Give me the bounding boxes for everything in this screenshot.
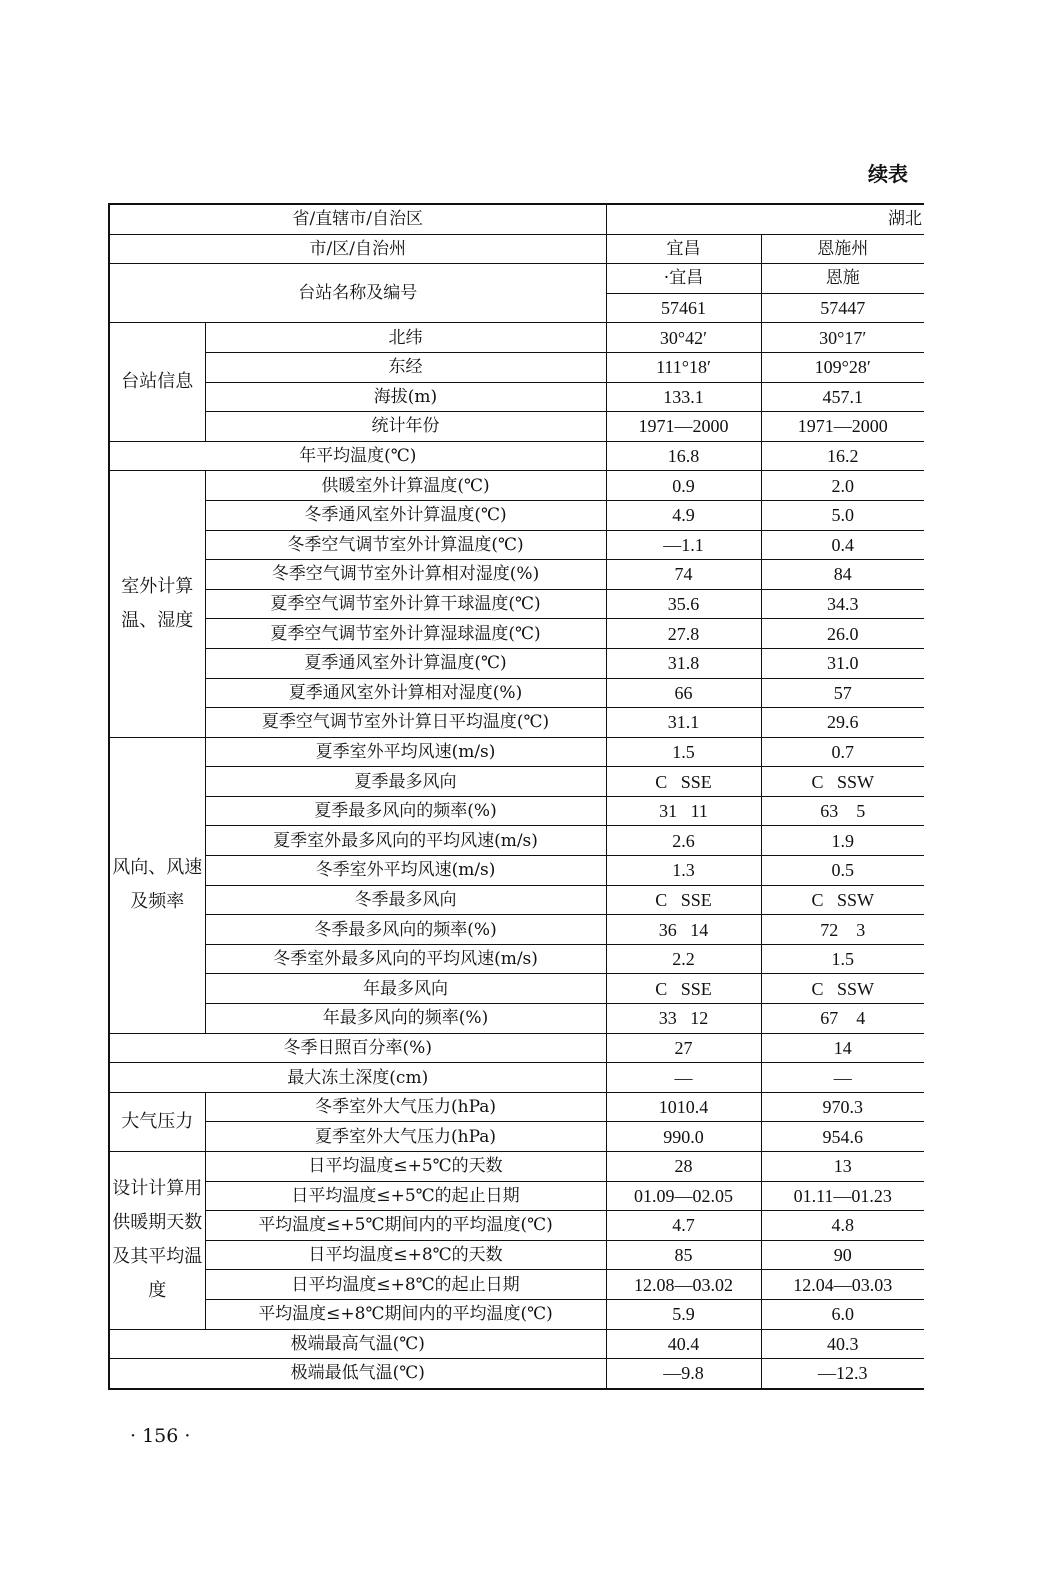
value-yichang: 2.2 bbox=[606, 944, 761, 974]
value-yichang: 1010.4 bbox=[606, 1092, 761, 1122]
value-yichang: 16.8 bbox=[606, 441, 761, 471]
value-yichang: C SSE bbox=[606, 885, 761, 915]
value-enshi: 457.1 bbox=[761, 382, 924, 412]
row-label: 年最多风向 bbox=[205, 974, 606, 1004]
row-label: 北纬 bbox=[205, 323, 606, 353]
row-label: 夏季空气调节室外计算湿球温度(℃) bbox=[205, 619, 606, 649]
value-enshi: 63 5 bbox=[761, 796, 924, 826]
value-enshi: C SSW bbox=[761, 767, 924, 797]
row-label: 东经 bbox=[205, 352, 606, 382]
winter-sunshine-row bbox=[109, 1033, 924, 1063]
province-value: 湖北 bbox=[606, 204, 924, 234]
value-enshi: 0.4 bbox=[761, 530, 924, 560]
value-yichang: 31.8 bbox=[606, 648, 761, 678]
value-enshi: 0.7 bbox=[761, 737, 924, 767]
value-yichang: C SSE bbox=[606, 767, 761, 797]
value-enshi: 16.2 bbox=[761, 441, 924, 471]
value-enshi: 29.6 bbox=[761, 708, 924, 738]
value-yichang: 2.6 bbox=[606, 826, 761, 856]
value-enshi: 57 bbox=[761, 678, 924, 708]
group-label-station_info: 台站信息 bbox=[109, 323, 205, 441]
station-id-2: 57447 bbox=[761, 293, 924, 323]
value-yichang: 01.09—02.05 bbox=[606, 1181, 761, 1211]
value-yichang: 1.3 bbox=[606, 856, 761, 886]
group-label-pressure: 大气压力 bbox=[109, 1092, 205, 1151]
value-yichang: 4.9 bbox=[606, 500, 761, 530]
value-enshi: 34.3 bbox=[761, 589, 924, 619]
value-yichang: 35.6 bbox=[606, 589, 761, 619]
value-enshi: 2.0 bbox=[761, 471, 924, 501]
wind-row bbox=[109, 826, 924, 856]
row-label: 日平均温度≤+5℃的起止日期 bbox=[205, 1181, 606, 1211]
city-label: 市/区/自治州 bbox=[109, 234, 606, 264]
row-label: 冬季空气调节室外计算相对湿度(%) bbox=[205, 560, 606, 590]
pressure-row bbox=[109, 1092, 924, 1122]
row-label: 冬季日照百分率(%) bbox=[109, 1033, 606, 1063]
outdoor-calc-row bbox=[109, 648, 924, 678]
value-yichang: 1.5 bbox=[606, 737, 761, 767]
row-label: 日平均温度≤+8℃的天数 bbox=[205, 1240, 606, 1270]
value-yichang: —9.8 bbox=[606, 1359, 761, 1389]
value-yichang: —1.1 bbox=[606, 530, 761, 560]
value-yichang: 85 bbox=[606, 1240, 761, 1270]
wind-row bbox=[109, 767, 924, 797]
value-enshi: 4.8 bbox=[761, 1211, 924, 1241]
row-label: 统计年份 bbox=[205, 412, 606, 442]
station-info-row bbox=[109, 323, 924, 353]
row-label: 夏季空气调节室外计算干球温度(℃) bbox=[205, 589, 606, 619]
row-label: 夏季最多风向 bbox=[205, 767, 606, 797]
value-enshi: 12.04—03.03 bbox=[761, 1270, 924, 1300]
row-label: 年平均温度(℃) bbox=[109, 441, 606, 471]
row-label: 冬季通风室外计算温度(℃) bbox=[205, 500, 606, 530]
wind-row bbox=[109, 915, 924, 945]
value-enshi: 31.0 bbox=[761, 648, 924, 678]
station-name-2: 恩施 bbox=[761, 264, 924, 294]
row-label: 供暖室外计算温度(℃) bbox=[205, 471, 606, 501]
outdoor-calc-row bbox=[109, 589, 924, 619]
value-enshi: 5.0 bbox=[761, 500, 924, 530]
value-enshi: 6.0 bbox=[761, 1299, 924, 1329]
row-label: 夏季室外最多风向的平均风速(m/s) bbox=[205, 826, 606, 856]
row-label: 平均温度≤+8℃期间内的平均温度(℃) bbox=[205, 1299, 606, 1329]
outdoor-calc-row bbox=[109, 678, 924, 708]
value-yichang: C SSE bbox=[606, 974, 761, 1004]
value-yichang: 4.7 bbox=[606, 1211, 761, 1241]
value-enshi: 109°28′ bbox=[761, 352, 924, 382]
page-number: · 156 · bbox=[130, 1425, 191, 1447]
row-label: 夏季室外大气压力(hPa) bbox=[205, 1122, 606, 1152]
row-label: 冬季室外平均风速(m/s) bbox=[205, 856, 606, 886]
value-enshi: 13 bbox=[761, 1152, 924, 1182]
row-label: 冬季空气调节室外计算温度(℃) bbox=[205, 530, 606, 560]
heating-row bbox=[109, 1299, 924, 1329]
frost-depth-row bbox=[109, 1063, 924, 1093]
station-id-1: 57461 bbox=[606, 293, 761, 323]
wind-row bbox=[109, 796, 924, 826]
row-label: 夏季通风室外计算相对湿度(%) bbox=[205, 678, 606, 708]
value-yichang: 36 14 bbox=[606, 915, 761, 945]
value-enshi: 1.9 bbox=[761, 826, 924, 856]
city-1: 宜昌 bbox=[606, 234, 761, 264]
value-enshi: — bbox=[761, 1063, 924, 1093]
station-info-row bbox=[109, 352, 924, 382]
wind-row bbox=[109, 885, 924, 915]
row-label: 夏季室外平均风速(m/s) bbox=[205, 737, 606, 767]
value-yichang: 74 bbox=[606, 560, 761, 590]
heating-row bbox=[109, 1270, 924, 1300]
value-enshi: 30°17′ bbox=[761, 323, 924, 353]
group-label-heating: 设计计算用供暖期天数及其平均温度 bbox=[109, 1152, 205, 1330]
row-label: 海拔(m) bbox=[205, 382, 606, 412]
value-yichang: 990.0 bbox=[606, 1122, 761, 1152]
row-label: 年最多风向的频率(%) bbox=[205, 1004, 606, 1034]
value-enshi: 1.5 bbox=[761, 944, 924, 974]
value-yichang: 27 bbox=[606, 1033, 761, 1063]
value-yichang: 27.8 bbox=[606, 619, 761, 649]
heating-row bbox=[109, 1240, 924, 1270]
station-info-row bbox=[109, 382, 924, 412]
heating-row bbox=[109, 1181, 924, 1211]
value-enshi: C SSW bbox=[761, 974, 924, 1004]
province-row bbox=[109, 204, 924, 234]
row-label: 日平均温度≤+5℃的天数 bbox=[205, 1152, 606, 1182]
value-yichang: 0.9 bbox=[606, 471, 761, 501]
extreme-min-row bbox=[109, 1359, 924, 1389]
row-label: 冬季最多风向的频率(%) bbox=[205, 915, 606, 945]
station-info-row bbox=[109, 412, 924, 442]
value-yichang: 31.1 bbox=[606, 708, 761, 738]
value-yichang: 66 bbox=[606, 678, 761, 708]
row-label: 夏季通风室外计算温度(℃) bbox=[205, 648, 606, 678]
value-enshi: 90 bbox=[761, 1240, 924, 1270]
value-yichang: 111°18′ bbox=[606, 352, 761, 382]
extreme-max-row bbox=[109, 1329, 924, 1359]
row-label: 极端最高气温(℃) bbox=[109, 1329, 606, 1359]
group-label-outdoor_calc: 室外计算温、湿度 bbox=[109, 471, 205, 737]
heating-row bbox=[109, 1211, 924, 1241]
group-label-wind: 风向、风速及频率 bbox=[109, 737, 205, 1033]
value-enshi: —12.3 bbox=[761, 1359, 924, 1389]
value-yichang: 28 bbox=[606, 1152, 761, 1182]
province-label: 省/直辖市/自治区 bbox=[109, 204, 606, 234]
wind-row bbox=[109, 856, 924, 886]
row-label: 夏季空气调节室外计算日平均温度(℃) bbox=[205, 708, 606, 738]
city-row bbox=[109, 234, 924, 264]
row-label: 极端最低气温(℃) bbox=[109, 1359, 606, 1389]
row-label: 冬季最多风向 bbox=[205, 885, 606, 915]
value-yichang: — bbox=[606, 1063, 761, 1093]
station-name-row bbox=[109, 264, 924, 294]
climate-table bbox=[108, 203, 924, 1390]
value-yichang: 31 11 bbox=[606, 796, 761, 826]
row-label: 夏季最多风向的频率(%) bbox=[205, 796, 606, 826]
value-enshi: 0.5 bbox=[761, 856, 924, 886]
value-enshi: 1971—2000 bbox=[761, 412, 924, 442]
row-label: 平均温度≤+5℃期间内的平均温度(℃) bbox=[205, 1211, 606, 1241]
outdoor-calc-row bbox=[109, 530, 924, 560]
wind-row bbox=[109, 974, 924, 1004]
outdoor-calc-row bbox=[109, 500, 924, 530]
value-yichang: 30°42′ bbox=[606, 323, 761, 353]
pressure-row bbox=[109, 1122, 924, 1152]
value-enshi: 72 3 bbox=[761, 915, 924, 945]
value-yichang: 12.08—03.02 bbox=[606, 1270, 761, 1300]
heating-row bbox=[109, 1152, 924, 1182]
wind-row bbox=[109, 1004, 924, 1034]
value-enshi: 970.3 bbox=[761, 1092, 924, 1122]
value-yichang: 5.9 bbox=[606, 1299, 761, 1329]
station-label: 台站名称及编号 bbox=[109, 264, 606, 323]
wind-row bbox=[109, 944, 924, 974]
station-name-1: ·宜昌 bbox=[606, 264, 761, 294]
row-label: 冬季室外大气压力(hPa) bbox=[205, 1092, 606, 1122]
value-enshi: C SSW bbox=[761, 885, 924, 915]
value-yichang: 133.1 bbox=[606, 382, 761, 412]
wind-row bbox=[109, 737, 924, 767]
outdoor-calc-row bbox=[109, 471, 924, 501]
value-enshi: 84 bbox=[761, 560, 924, 590]
value-enshi: 954.6 bbox=[761, 1122, 924, 1152]
value-enshi: 67 4 bbox=[761, 1004, 924, 1034]
outdoor-calc-row bbox=[109, 708, 924, 738]
city-2: 恩施州 bbox=[761, 234, 924, 264]
value-enshi: 40.3 bbox=[761, 1329, 924, 1359]
continued-label: 续表 bbox=[868, 162, 908, 186]
value-enshi: 14 bbox=[761, 1033, 924, 1063]
value-enshi: 26.0 bbox=[761, 619, 924, 649]
value-yichang: 40.4 bbox=[606, 1329, 761, 1359]
outdoor-calc-row bbox=[109, 619, 924, 649]
outdoor-calc-row bbox=[109, 560, 924, 590]
value-enshi: 01.11—01.23 bbox=[761, 1181, 924, 1211]
row-label: 冬季室外最多风向的平均风速(m/s) bbox=[205, 944, 606, 974]
annual-mean-temp-row bbox=[109, 441, 924, 471]
value-yichang: 33 12 bbox=[606, 1004, 761, 1034]
row-label: 日平均温度≤+8℃的起止日期 bbox=[205, 1270, 606, 1300]
value-yichang: 1971—2000 bbox=[606, 412, 761, 442]
row-label: 最大冻土深度(cm) bbox=[109, 1063, 606, 1093]
